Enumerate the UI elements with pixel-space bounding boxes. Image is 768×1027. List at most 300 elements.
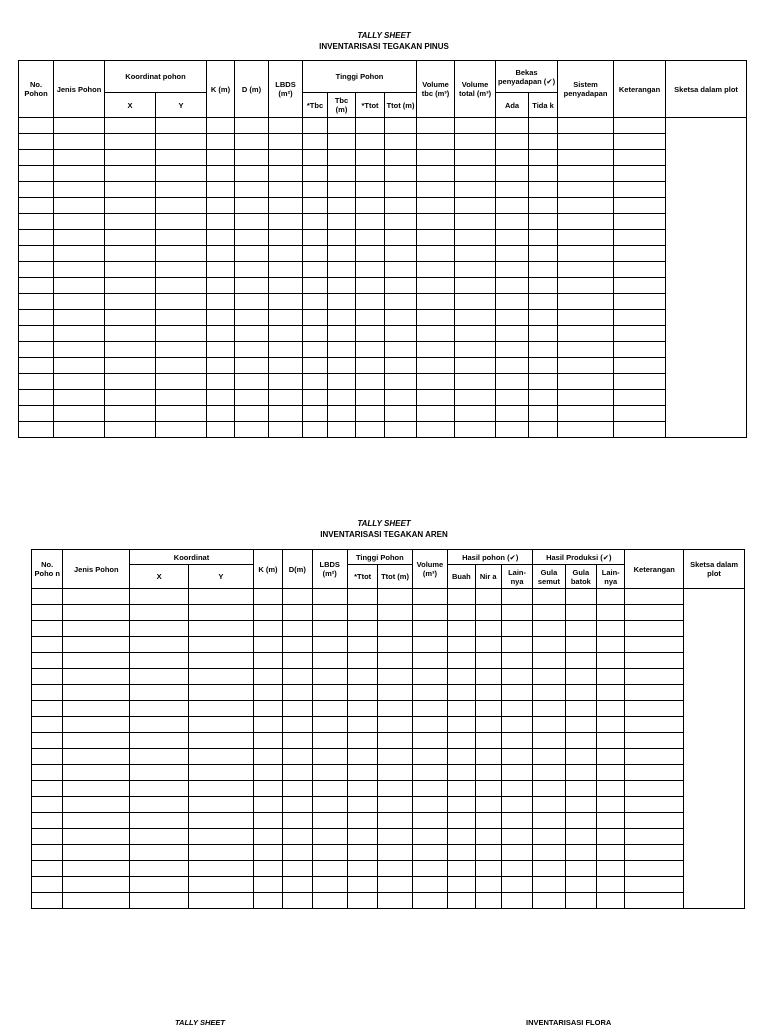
- entry-cell[interactable]: [529, 246, 558, 262]
- entry-cell[interactable]: [597, 861, 625, 877]
- entry-cell[interactable]: [19, 342, 54, 358]
- entry-cell[interactable]: [32, 653, 63, 669]
- entry-cell[interactable]: [283, 829, 312, 845]
- entry-cell[interactable]: [448, 893, 475, 909]
- entry-cell[interactable]: [54, 150, 105, 166]
- entry-cell[interactable]: [269, 326, 303, 342]
- entry-cell[interactable]: [378, 621, 412, 637]
- entry-cell[interactable]: [448, 829, 475, 845]
- entry-cell[interactable]: [19, 182, 54, 198]
- entry-cell[interactable]: [156, 406, 207, 422]
- entry-cell[interactable]: [269, 278, 303, 294]
- entry-cell[interactable]: [533, 701, 565, 717]
- entry-cell[interactable]: [501, 701, 532, 717]
- sketch-area[interactable]: [666, 118, 747, 438]
- entry-cell[interactable]: [303, 262, 328, 278]
- entry-cell[interactable]: [496, 342, 529, 358]
- entry-cell[interactable]: [558, 422, 614, 438]
- entry-cell[interactable]: [328, 406, 356, 422]
- entry-cell[interactable]: [529, 310, 558, 326]
- entry-cell[interactable]: [496, 278, 529, 294]
- entry-cell[interactable]: [565, 781, 596, 797]
- entry-cell[interactable]: [501, 797, 532, 813]
- entry-cell[interactable]: [19, 166, 54, 182]
- entry-cell[interactable]: [475, 733, 501, 749]
- entry-cell[interactable]: [19, 278, 54, 294]
- entry-cell[interactable]: [455, 406, 496, 422]
- entry-cell[interactable]: [533, 861, 565, 877]
- entry-cell[interactable]: [533, 653, 565, 669]
- entry-cell[interactable]: [378, 829, 412, 845]
- entry-cell[interactable]: [303, 166, 328, 182]
- entry-cell[interactable]: [356, 342, 385, 358]
- entry-cell[interactable]: [312, 669, 347, 685]
- entry-cell[interactable]: [328, 182, 356, 198]
- entry-cell[interactable]: [412, 861, 447, 877]
- entry-cell[interactable]: [565, 797, 596, 813]
- entry-cell[interactable]: [105, 182, 156, 198]
- entry-cell[interactable]: [614, 358, 666, 374]
- entry-cell[interactable]: [105, 262, 156, 278]
- entry-cell[interactable]: [533, 717, 565, 733]
- entry-cell[interactable]: [328, 310, 356, 326]
- entry-cell[interactable]: [378, 813, 412, 829]
- entry-cell[interactable]: [253, 749, 282, 765]
- entry-cell[interactable]: [207, 358, 235, 374]
- entry-cell[interactable]: [378, 877, 412, 893]
- entry-cell[interactable]: [253, 829, 282, 845]
- entry-cell[interactable]: [565, 653, 596, 669]
- entry-cell[interactable]: [312, 797, 347, 813]
- entry-cell[interactable]: [235, 390, 269, 406]
- entry-cell[interactable]: [412, 829, 447, 845]
- entry-cell[interactable]: [597, 893, 625, 909]
- entry-cell[interactable]: [269, 214, 303, 230]
- entry-cell[interactable]: [558, 182, 614, 198]
- entry-cell[interactable]: [378, 605, 412, 621]
- entry-cell[interactable]: [312, 701, 347, 717]
- entry-cell[interactable]: [188, 701, 253, 717]
- entry-cell[interactable]: [303, 326, 328, 342]
- entry-cell[interactable]: [417, 326, 455, 342]
- entry-cell[interactable]: [283, 733, 312, 749]
- entry-cell[interactable]: [533, 749, 565, 765]
- entry-cell[interactable]: [356, 214, 385, 230]
- entry-cell[interactable]: [303, 294, 328, 310]
- entry-cell[interactable]: [105, 198, 156, 214]
- entry-cell[interactable]: [412, 685, 447, 701]
- entry-cell[interactable]: [283, 685, 312, 701]
- entry-cell[interactable]: [529, 278, 558, 294]
- entry-cell[interactable]: [614, 182, 666, 198]
- entry-cell[interactable]: [253, 861, 282, 877]
- entry-cell[interactable]: [235, 182, 269, 198]
- entry-cell[interactable]: [32, 861, 63, 877]
- entry-cell[interactable]: [417, 118, 455, 134]
- entry-cell[interactable]: [356, 358, 385, 374]
- entry-cell[interactable]: [130, 813, 189, 829]
- entry-cell[interactable]: [235, 150, 269, 166]
- entry-cell[interactable]: [105, 150, 156, 166]
- entry-cell[interactable]: [312, 829, 347, 845]
- entry-cell[interactable]: [347, 845, 377, 861]
- entry-cell[interactable]: [188, 733, 253, 749]
- entry-cell[interactable]: [356, 246, 385, 262]
- entry-cell[interactable]: [269, 262, 303, 278]
- entry-cell[interactable]: [496, 230, 529, 246]
- entry-cell[interactable]: [533, 605, 565, 621]
- entry-cell[interactable]: [558, 326, 614, 342]
- entry-cell[interactable]: [63, 845, 130, 861]
- entry-cell[interactable]: [105, 342, 156, 358]
- entry-cell[interactable]: [533, 589, 565, 605]
- entry-cell[interactable]: [475, 797, 501, 813]
- entry-cell[interactable]: [475, 749, 501, 765]
- entry-cell[interactable]: [496, 358, 529, 374]
- entry-cell[interactable]: [496, 422, 529, 438]
- entry-cell[interactable]: [156, 262, 207, 278]
- entry-cell[interactable]: [312, 637, 347, 653]
- entry-cell[interactable]: [614, 374, 666, 390]
- entry-cell[interactable]: [378, 637, 412, 653]
- entry-cell[interactable]: [597, 669, 625, 685]
- entry-cell[interactable]: [63, 733, 130, 749]
- entry-cell[interactable]: [558, 374, 614, 390]
- entry-cell[interactable]: [625, 765, 684, 781]
- entry-cell[interactable]: [156, 374, 207, 390]
- entry-cell[interactable]: [207, 198, 235, 214]
- entry-cell[interactable]: [347, 685, 377, 701]
- entry-cell[interactable]: [614, 326, 666, 342]
- entry-cell[interactable]: [501, 765, 532, 781]
- entry-cell[interactable]: [625, 733, 684, 749]
- entry-cell[interactable]: [328, 262, 356, 278]
- entry-cell[interactable]: [347, 669, 377, 685]
- entry-cell[interactable]: [105, 118, 156, 134]
- entry-cell[interactable]: [269, 294, 303, 310]
- entry-cell[interactable]: [455, 358, 496, 374]
- entry-cell[interactable]: [597, 877, 625, 893]
- entry-cell[interactable]: [54, 278, 105, 294]
- entry-cell[interactable]: [378, 717, 412, 733]
- entry-cell[interactable]: [625, 685, 684, 701]
- entry-cell[interactable]: [455, 262, 496, 278]
- entry-cell[interactable]: [207, 118, 235, 134]
- entry-cell[interactable]: [328, 294, 356, 310]
- entry-cell[interactable]: [32, 637, 63, 653]
- entry-cell[interactable]: [565, 749, 596, 765]
- entry-cell[interactable]: [283, 653, 312, 669]
- entry-cell[interactable]: [188, 621, 253, 637]
- entry-cell[interactable]: [529, 166, 558, 182]
- entry-cell[interactable]: [347, 861, 377, 877]
- entry-cell[interactable]: [156, 278, 207, 294]
- entry-cell[interactable]: [385, 390, 417, 406]
- entry-cell[interactable]: [614, 310, 666, 326]
- entry-cell[interactable]: [417, 246, 455, 262]
- entry-cell[interactable]: [156, 358, 207, 374]
- entry-cell[interactable]: [417, 150, 455, 166]
- entry-cell[interactable]: [253, 637, 282, 653]
- entry-cell[interactable]: [188, 845, 253, 861]
- entry-cell[interactable]: [412, 845, 447, 861]
- entry-cell[interactable]: [19, 230, 54, 246]
- entry-cell[interactable]: [455, 198, 496, 214]
- entry-cell[interactable]: [558, 246, 614, 262]
- entry-cell[interactable]: [475, 669, 501, 685]
- entry-cell[interactable]: [378, 781, 412, 797]
- entry-cell[interactable]: [356, 118, 385, 134]
- entry-cell[interactable]: [328, 198, 356, 214]
- entry-cell[interactable]: [565, 877, 596, 893]
- entry-cell[interactable]: [207, 262, 235, 278]
- entry-cell[interactable]: [448, 765, 475, 781]
- entry-cell[interactable]: [283, 701, 312, 717]
- entry-cell[interactable]: [235, 326, 269, 342]
- entry-cell[interactable]: [54, 262, 105, 278]
- entry-cell[interactable]: [19, 118, 54, 134]
- entry-cell[interactable]: [156, 326, 207, 342]
- entry-cell[interactable]: [533, 765, 565, 781]
- entry-cell[interactable]: [253, 701, 282, 717]
- entry-cell[interactable]: [448, 797, 475, 813]
- entry-cell[interactable]: [19, 294, 54, 310]
- entry-cell[interactable]: [565, 685, 596, 701]
- entry-cell[interactable]: [533, 733, 565, 749]
- entry-cell[interactable]: [269, 342, 303, 358]
- entry-cell[interactable]: [501, 717, 532, 733]
- entry-cell[interactable]: [597, 701, 625, 717]
- entry-cell[interactable]: [597, 621, 625, 637]
- entry-cell[interactable]: [455, 310, 496, 326]
- entry-cell[interactable]: [533, 669, 565, 685]
- entry-cell[interactable]: [54, 182, 105, 198]
- entry-cell[interactable]: [156, 310, 207, 326]
- entry-cell[interactable]: [156, 342, 207, 358]
- entry-cell[interactable]: [105, 294, 156, 310]
- entry-cell[interactable]: [412, 653, 447, 669]
- entry-cell[interactable]: [378, 797, 412, 813]
- entry-cell[interactable]: [130, 797, 189, 813]
- entry-cell[interactable]: [597, 749, 625, 765]
- entry-cell[interactable]: [328, 166, 356, 182]
- entry-cell[interactable]: [312, 589, 347, 605]
- entry-cell[interactable]: [597, 589, 625, 605]
- entry-cell[interactable]: [63, 669, 130, 685]
- entry-cell[interactable]: [614, 422, 666, 438]
- entry-cell[interactable]: [347, 653, 377, 669]
- entry-cell[interactable]: [235, 294, 269, 310]
- entry-cell[interactable]: [253, 733, 282, 749]
- entry-cell[interactable]: [235, 342, 269, 358]
- entry-cell[interactable]: [501, 893, 532, 909]
- entry-cell[interactable]: [356, 230, 385, 246]
- entry-cell[interactable]: [63, 717, 130, 733]
- entry-cell[interactable]: [529, 326, 558, 342]
- entry-cell[interactable]: [347, 717, 377, 733]
- entry-cell[interactable]: [328, 214, 356, 230]
- entry-cell[interactable]: [269, 198, 303, 214]
- entry-cell[interactable]: [501, 733, 532, 749]
- entry-cell[interactable]: [378, 653, 412, 669]
- entry-cell[interactable]: [253, 765, 282, 781]
- entry-cell[interactable]: [501, 845, 532, 861]
- entry-cell[interactable]: [475, 781, 501, 797]
- entry-cell[interactable]: [32, 813, 63, 829]
- entry-cell[interactable]: [32, 605, 63, 621]
- entry-cell[interactable]: [625, 797, 684, 813]
- entry-cell[interactable]: [269, 358, 303, 374]
- entry-cell[interactable]: [565, 717, 596, 733]
- entry-cell[interactable]: [533, 781, 565, 797]
- entry-cell[interactable]: [312, 781, 347, 797]
- entry-cell[interactable]: [625, 717, 684, 733]
- entry-cell[interactable]: [455, 374, 496, 390]
- entry-cell[interactable]: [385, 214, 417, 230]
- entry-cell[interactable]: [269, 374, 303, 390]
- entry-cell[interactable]: [455, 134, 496, 150]
- entry-cell[interactable]: [558, 134, 614, 150]
- entry-cell[interactable]: [347, 781, 377, 797]
- entry-cell[interactable]: [130, 781, 189, 797]
- entry-cell[interactable]: [347, 877, 377, 893]
- entry-cell[interactable]: [130, 733, 189, 749]
- entry-cell[interactable]: [378, 589, 412, 605]
- entry-cell[interactable]: [475, 893, 501, 909]
- entry-cell[interactable]: [235, 246, 269, 262]
- entry-cell[interactable]: [501, 829, 532, 845]
- entry-cell[interactable]: [303, 390, 328, 406]
- entry-cell[interactable]: [32, 701, 63, 717]
- entry-cell[interactable]: [455, 278, 496, 294]
- entry-cell[interactable]: [356, 374, 385, 390]
- entry-cell[interactable]: [207, 390, 235, 406]
- entry-cell[interactable]: [156, 182, 207, 198]
- entry-cell[interactable]: [32, 669, 63, 685]
- entry-cell[interactable]: [356, 134, 385, 150]
- entry-cell[interactable]: [533, 813, 565, 829]
- entry-cell[interactable]: [448, 605, 475, 621]
- entry-cell[interactable]: [156, 390, 207, 406]
- entry-cell[interactable]: [385, 166, 417, 182]
- entry-cell[interactable]: [475, 845, 501, 861]
- entry-cell[interactable]: [533, 877, 565, 893]
- entry-cell[interactable]: [188, 877, 253, 893]
- entry-cell[interactable]: [253, 717, 282, 733]
- entry-cell[interactable]: [455, 150, 496, 166]
- entry-cell[interactable]: [347, 893, 377, 909]
- entry-cell[interactable]: [63, 797, 130, 813]
- entry-cell[interactable]: [188, 717, 253, 733]
- entry-cell[interactable]: [253, 797, 282, 813]
- entry-cell[interactable]: [283, 845, 312, 861]
- entry-cell[interactable]: [303, 230, 328, 246]
- entry-cell[interactable]: [529, 294, 558, 310]
- entry-cell[interactable]: [269, 182, 303, 198]
- entry-cell[interactable]: [412, 877, 447, 893]
- entry-cell[interactable]: [475, 877, 501, 893]
- entry-cell[interactable]: [156, 214, 207, 230]
- entry-cell[interactable]: [565, 845, 596, 861]
- entry-cell[interactable]: [54, 358, 105, 374]
- entry-cell[interactable]: [54, 230, 105, 246]
- entry-cell[interactable]: [235, 278, 269, 294]
- entry-cell[interactable]: [412, 749, 447, 765]
- entry-cell[interactable]: [347, 621, 377, 637]
- entry-cell[interactable]: [496, 246, 529, 262]
- entry-cell[interactable]: [19, 374, 54, 390]
- entry-cell[interactable]: [496, 294, 529, 310]
- entry-cell[interactable]: [565, 621, 596, 637]
- entry-cell[interactable]: [19, 262, 54, 278]
- entry-cell[interactable]: [63, 813, 130, 829]
- entry-cell[interactable]: [19, 150, 54, 166]
- entry-cell[interactable]: [32, 589, 63, 605]
- entry-cell[interactable]: [496, 198, 529, 214]
- entry-cell[interactable]: [385, 406, 417, 422]
- entry-cell[interactable]: [558, 118, 614, 134]
- entry-cell[interactable]: [558, 150, 614, 166]
- entry-cell[interactable]: [625, 829, 684, 845]
- entry-cell[interactable]: [614, 198, 666, 214]
- entry-cell[interactable]: [328, 390, 356, 406]
- entry-cell[interactable]: [565, 829, 596, 845]
- entry-cell[interactable]: [501, 621, 532, 637]
- entry-cell[interactable]: [207, 246, 235, 262]
- entry-cell[interactable]: [417, 374, 455, 390]
- entry-cell[interactable]: [105, 278, 156, 294]
- entry-cell[interactable]: [529, 118, 558, 134]
- entry-cell[interactable]: [253, 621, 282, 637]
- entry-cell[interactable]: [448, 685, 475, 701]
- entry-cell[interactable]: [312, 893, 347, 909]
- entry-cell[interactable]: [328, 326, 356, 342]
- entry-cell[interactable]: [496, 134, 529, 150]
- entry-cell[interactable]: [328, 422, 356, 438]
- entry-cell[interactable]: [312, 813, 347, 829]
- entry-cell[interactable]: [533, 893, 565, 909]
- entry-cell[interactable]: [283, 877, 312, 893]
- entry-cell[interactable]: [356, 390, 385, 406]
- entry-cell[interactable]: [475, 685, 501, 701]
- entry-cell[interactable]: [455, 294, 496, 310]
- entry-cell[interactable]: [378, 669, 412, 685]
- entry-cell[interactable]: [597, 797, 625, 813]
- entry-cell[interactable]: [501, 637, 532, 653]
- entry-cell[interactable]: [283, 861, 312, 877]
- entry-cell[interactable]: [385, 262, 417, 278]
- entry-cell[interactable]: [328, 150, 356, 166]
- entry-cell[interactable]: [378, 861, 412, 877]
- entry-cell[interactable]: [32, 893, 63, 909]
- entry-cell[interactable]: [188, 749, 253, 765]
- entry-cell[interactable]: [529, 182, 558, 198]
- entry-cell[interactable]: [188, 781, 253, 797]
- entry-cell[interactable]: [529, 358, 558, 374]
- entry-cell[interactable]: [417, 294, 455, 310]
- entry-cell[interactable]: [207, 374, 235, 390]
- entry-cell[interactable]: [54, 166, 105, 182]
- entry-cell[interactable]: [63, 893, 130, 909]
- entry-cell[interactable]: [54, 326, 105, 342]
- entry-cell[interactable]: [529, 406, 558, 422]
- entry-cell[interactable]: [283, 669, 312, 685]
- entry-cell[interactable]: [54, 134, 105, 150]
- entry-cell[interactable]: [356, 326, 385, 342]
- entry-cell[interactable]: [378, 701, 412, 717]
- entry-cell[interactable]: [417, 166, 455, 182]
- entry-cell[interactable]: [105, 406, 156, 422]
